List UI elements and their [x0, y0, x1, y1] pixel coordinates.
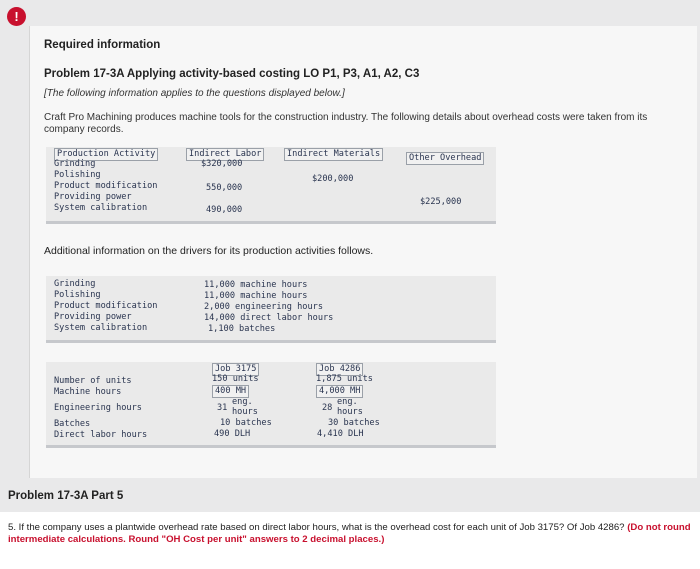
table-cell: hours [337, 407, 363, 417]
table-cell: Number of units [54, 376, 132, 386]
table-cell: 490,000 [206, 205, 243, 215]
table-cell: System calibration [54, 323, 148, 333]
part-title: Problem 17-3A Part 5 [8, 490, 124, 502]
col-header-job-3175: Job 3175 [212, 363, 259, 376]
question-panel [0, 512, 700, 569]
intro-text: Craft Pro Machining produces machine tools for the construction industry. The following details about overhead costs were taken from its company records. [44, 112, 648, 135]
col-header-activity: Production Activity [54, 148, 158, 161]
table-cell: 4,410 DLH [317, 429, 364, 439]
table-cell: 11,000 machine hours [204, 291, 308, 301]
required-info-heading: Required information [44, 39, 161, 51]
table-cell: $320,000 [201, 159, 243, 169]
table-cell: Polishing [54, 170, 101, 180]
problem-card [29, 26, 697, 478]
table-cell: $225,000 [420, 197, 462, 207]
table-cell: Polishing [54, 290, 101, 300]
table-cell: hours [232, 407, 258, 417]
question-text [8, 522, 694, 546]
table-cell: 10 batches [220, 418, 272, 428]
question-instruction: (Do not round intermediate calculations. Round "OH Cost per unit" answers to 2 decimal places.) [8, 522, 691, 545]
table-cell: 28 [322, 403, 333, 413]
table-cell: 31 [217, 403, 228, 413]
question-body: 5. If the company uses a plantwide overhead rate based on direct labor hours, what is the overhead cost for each unit of Job 3175? Of Job 4286? [8, 522, 625, 533]
table-cell: 150 units [212, 374, 259, 384]
col-header-job-4286: Job 4286 [316, 363, 363, 376]
alert-icon: ! [7, 7, 26, 26]
table-cell: Direct labor hours [54, 430, 148, 440]
activity-drivers-table [46, 276, 496, 343]
table-cell: Grinding [54, 279, 96, 289]
table-cell: Product modification [54, 301, 158, 311]
table-cell: 400 MH [212, 385, 249, 398]
problem-title: Problem 17-3A Applying activity-based costing LO P1, P3, A1, A2, C3 [44, 68, 420, 80]
table-cell: Providing power [54, 312, 132, 322]
table-divider [46, 445, 496, 448]
table-cell: Machine hours [54, 387, 122, 397]
table-cell: Batches [54, 419, 91, 429]
table-cell: 30 batches [328, 418, 380, 428]
overhead-cost-table [46, 147, 496, 224]
table-cell: System calibration [54, 203, 148, 213]
table-cell: 2,000 engineering hours [204, 302, 323, 312]
table-divider [46, 221, 496, 224]
info-note: [The following information applies to the questions displayed below.] [44, 88, 345, 99]
col-header-other-overhead: Other Overhead [406, 152, 484, 165]
table-cell: Providing power [54, 192, 132, 202]
table-cell: Product modification [54, 181, 158, 191]
table-cell: eng. [337, 397, 358, 407]
col-header-indirect-materials: Indirect Materials [284, 148, 383, 161]
table-cell: 1,875 units [316, 374, 373, 384]
table-cell: 4,000 MH [316, 385, 363, 398]
table-cell: $200,000 [312, 174, 354, 184]
table-cell: 1,100 batches [208, 324, 276, 334]
table-cell: 14,000 direct labor hours [204, 313, 334, 323]
col-header-indirect-labor: Indirect Labor [186, 148, 264, 161]
drivers-intro-text: Additional information on the drivers for its production activities follows. [44, 245, 374, 257]
table-cell: 11,000 machine hours [204, 280, 308, 290]
table-cell: 550,000 [206, 183, 243, 193]
table-divider [46, 340, 496, 343]
table-cell: Engineering hours [54, 403, 142, 413]
table-cell: 490 DLH [214, 429, 251, 439]
table-cell: eng. [232, 397, 253, 407]
jobs-table [46, 362, 496, 448]
table-cell: Grinding [54, 159, 96, 169]
